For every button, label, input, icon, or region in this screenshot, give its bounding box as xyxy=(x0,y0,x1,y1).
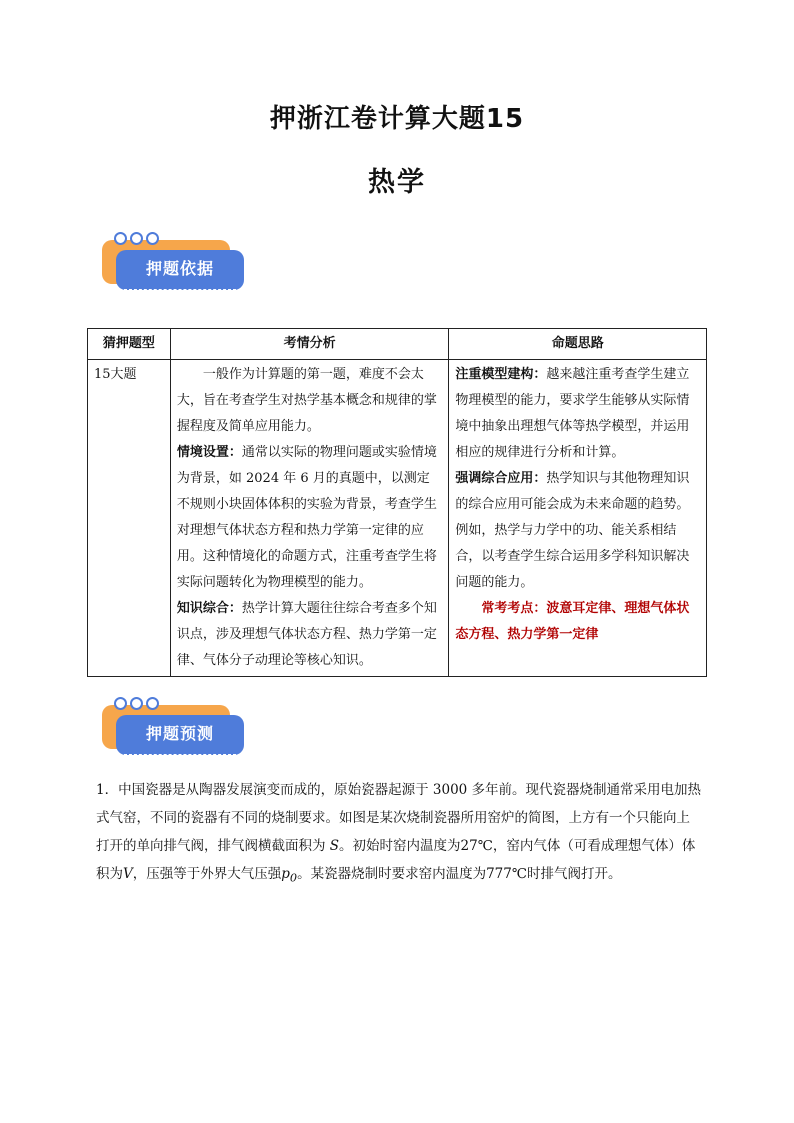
section-header-basis xyxy=(102,232,244,298)
initial-temperature: 27℃ xyxy=(460,838,493,854)
idea-model-label: 注重模型建构： xyxy=(455,367,547,382)
page-title: 押浙江卷计算大题15 xyxy=(269,104,525,134)
question-text-1: 中国瓷器是从陶器发展演变而成的，原始瓷器起源于 3000 多年前。现代瓷器烧制通常采用电加热式气窑，不同的瓷器有不同的烧制要求。如图是某次烧制瓷器所用窑炉的简图，上方有一个只能向上打开的单向排气阀，排气阀横截面积为 xyxy=(96,782,702,854)
ring-icon xyxy=(114,695,162,714)
question-text-6: 时排气阀打开。 xyxy=(526,866,622,882)
idea-integration-label: 强调综合应用： xyxy=(455,471,547,486)
table-header-ideas: 命题思路 xyxy=(449,329,707,360)
analysis-table xyxy=(87,328,707,677)
knowledge-label: 知识综合： xyxy=(176,601,242,616)
var-area: S xyxy=(329,838,340,854)
question-1 xyxy=(96,776,702,893)
key-points: 常考考点：波意耳定律、理想气体状态方程、热力学第一定律 xyxy=(455,601,690,642)
var-pressure: $p_0$ xyxy=(281,866,298,885)
analysis-scene xyxy=(177,440,443,596)
scene-label: 情境设置： xyxy=(176,445,242,460)
ring-icon xyxy=(114,230,162,249)
section-header-label: 押题依据 xyxy=(145,259,214,278)
question-text-3: ，窑内气体（可看成理想气体）体积为 xyxy=(96,838,696,882)
analysis-cell xyxy=(170,360,449,677)
question-type-cell: 15大题 xyxy=(88,360,171,677)
idea-model-text: 越来越注重考查学生建立物理模型的能力，要求学生能够从实际情境中抽象出理想气体等热学模型，并运用相应的规律进行分析和计算。 xyxy=(455,367,690,460)
question-text-4: ，压强等于外界大气压强 xyxy=(132,866,282,882)
scene-text: 通常以实际的物理问题或实验情境为背景，如 2024 年 6 月的真题中，以测定不规则小块固体体积的实验为背景，考查学生对理想气体状态方程和热力学第一定律的应用。这种情境化的命题方式，注重考查学生将实际问题转化为物理模型的能力。 xyxy=(176,445,437,590)
section-header-label: 押题预测 xyxy=(145,724,214,743)
idea-integration-text: 热学知识与其他物理知识的综合应用可能会成为未来命题的趋势。例如，热学与力学中的功、能关系相结合，以考查学生综合运用多学科知识解决问题的能力。 xyxy=(455,471,690,590)
table-header-type: 猜押题型 xyxy=(88,329,171,360)
idea-model xyxy=(455,362,700,466)
idea-integration xyxy=(455,466,700,596)
ideas-cell xyxy=(449,360,707,677)
question-number: 1． xyxy=(96,782,119,798)
section-header-prediction xyxy=(102,697,244,763)
question-text-5: 。某瓷器烧制时要求窑内温度为 xyxy=(297,866,487,882)
analysis-intro: 一般作为计算题的第一题，难度不会太大，旨在考查学生对热学基本概念和规律的掌握程度及简单应用能力。 xyxy=(176,367,437,434)
analysis-knowledge xyxy=(177,596,443,674)
var-volume: V xyxy=(123,866,133,882)
page-subtitle: 热学 xyxy=(368,167,426,198)
target-temperature: 777℃ xyxy=(486,866,527,882)
table-header-analysis: 考情分析 xyxy=(170,329,449,360)
question-text-2: 。初始时窑内温度为 xyxy=(339,838,461,854)
knowledge-text: 热学计算大题往往综合考查多个知识点，涉及理想气体状态方程、热力学第一定律、气体分子动理论等核心知识。 xyxy=(176,601,437,668)
